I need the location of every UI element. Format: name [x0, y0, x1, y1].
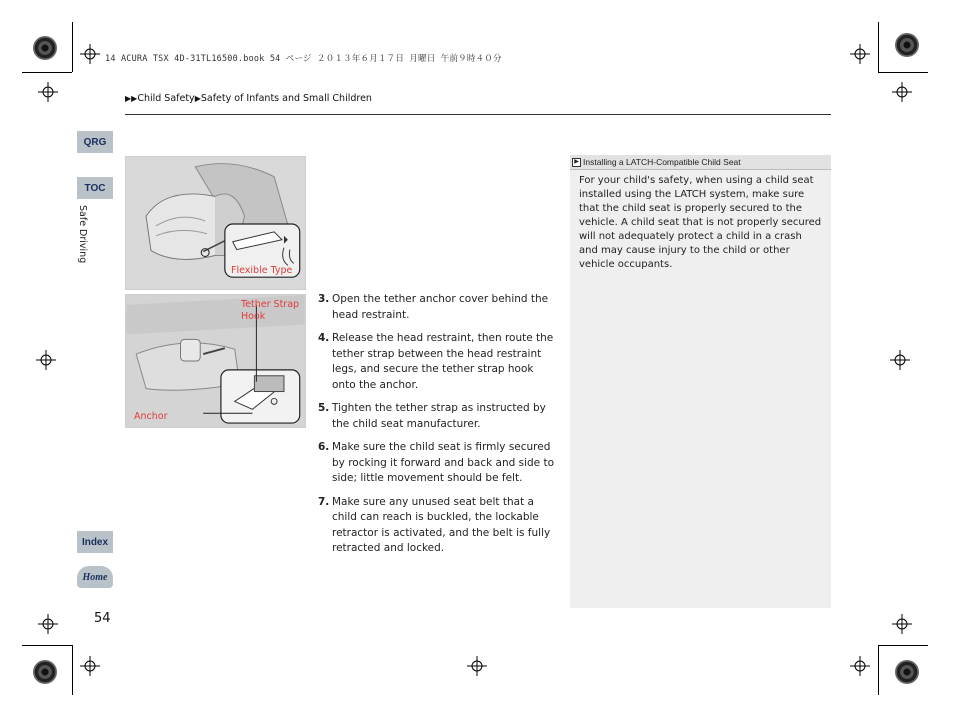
tether-anchor-figure — [125, 294, 306, 428]
registration-target-icon — [850, 44, 870, 64]
breadcrumb-arrow-icon: ▶▶ — [125, 94, 138, 103]
index-tab[interactable]: Index — [77, 531, 113, 553]
registration-target-icon — [890, 350, 910, 370]
anchor-label: Anchor — [134, 411, 168, 422]
step-number: 5. — [318, 402, 330, 414]
instruction-steps — [318, 292, 556, 565]
registration-target-icon — [38, 82, 58, 102]
registration-target-icon — [467, 656, 487, 676]
step-text: Release the head restraint, then route the tether strap between the head restraint legs, and secure the tether strap hook onto the anchor. — [332, 332, 554, 391]
step-text: Make sure the child seat is firmly secured by rocking it forward and back and side to side; little movement should be felt. — [332, 441, 554, 484]
note-heading[interactable] — [570, 155, 831, 170]
step-number: 3. — [318, 293, 330, 305]
registration-target-icon — [80, 44, 100, 64]
flexible-type-label: Flexible Type — [231, 265, 293, 276]
step-item — [318, 401, 556, 432]
registration-target-icon — [892, 82, 912, 102]
step-number: 7. — [318, 495, 330, 508]
toc-tab[interactable]: TOC — [77, 177, 113, 199]
child-seat-latch-figure — [125, 156, 306, 290]
safety-note-panel — [570, 155, 831, 608]
step-text: Tighten the tether strap as instructed by the child seat manufacturer. — [332, 402, 546, 430]
registration-rosette-icon — [895, 660, 919, 684]
tether-label-line2: Hook — [241, 311, 266, 322]
registration-target-icon — [38, 614, 58, 634]
tether-label-line1: Tether Strap — [241, 299, 300, 310]
registration-rosette-icon — [895, 33, 919, 57]
registration-target-icon — [850, 656, 870, 676]
registration-target-icon — [892, 614, 912, 634]
note-heading-text: Installing a LATCH-Compatible Child Seat — [583, 157, 741, 167]
registration-rosette-icon — [33, 660, 57, 684]
step-item — [318, 495, 556, 557]
breadcrumb — [125, 93, 372, 104]
step-item — [318, 292, 556, 323]
step-number: 6. — [318, 441, 330, 453]
breadcrumb-arrow-icon: ▶ — [194, 94, 201, 103]
breadcrumb-item-current: Safety of Infants and Small Children — [200, 93, 372, 104]
note-body: For your child's safety, when using a child seat installed using the LATCH system, make sure that the child seat is properly secured to the vehicle. A child seat that is not properly secured will not adequately protect a child in a crash and may cause injury to the child or other vehicle occupants. — [579, 175, 822, 270]
cross-reference-icon: ▶ — [572, 158, 581, 167]
registration-target-icon — [80, 656, 100, 676]
registration-rosette-icon — [33, 36, 57, 60]
section-label: Safe Driving — [77, 205, 88, 264]
step-text: Make sure any unused seat belt that a child can reach is buckled, the lockable retractor is activated, and the belt is fully retracted and locked. — [332, 495, 551, 554]
registration-target-icon — [36, 350, 56, 370]
qrg-tab[interactable]: QRG — [77, 131, 113, 153]
step-item — [318, 440, 556, 487]
step-number: 4. — [318, 332, 330, 344]
step-item — [318, 331, 556, 393]
page-number: 54 — [94, 611, 111, 626]
header-rule — [125, 114, 831, 115]
step-text: Open the tether anchor cover behind the head restraint. — [332, 293, 549, 321]
breadcrumb-item-child-safety[interactable]: Child Safety — [137, 93, 195, 104]
tether-strap-hook-label — [241, 299, 299, 323]
print-header: 14 ACURA TSX 4D-31TL16500.book 54 ページ ２０１３年６月１７日 月曜日 午前９時４０分 — [105, 54, 502, 64]
home-tab[interactable]: Home — [77, 566, 113, 588]
